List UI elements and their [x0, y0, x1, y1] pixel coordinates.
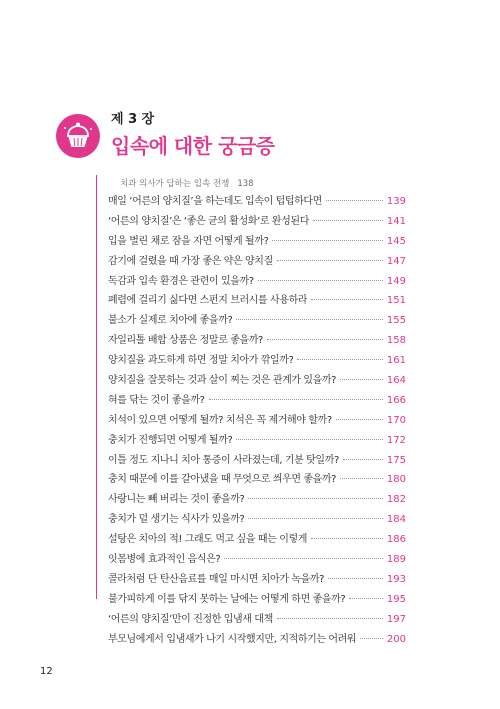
toc-entry-title: 잇몸병에 효과적인 음식은?	[108, 554, 221, 566]
toc-leader-dots	[349, 598, 383, 599]
toc-entry[interactable]	[108, 272, 406, 292]
toc-list	[108, 192, 406, 649]
toc-entry-page: 151	[386, 295, 406, 307]
toc-leader-dots	[236, 319, 383, 320]
page-number: 12	[40, 666, 53, 677]
toc-leader-dots	[340, 478, 383, 479]
toc-entry-page: 166	[386, 394, 406, 406]
toc-entry[interactable]	[108, 212, 406, 232]
toc-entry[interactable]	[108, 232, 406, 252]
toc-leader-dots	[277, 618, 383, 619]
toc-leader-dots	[248, 518, 383, 519]
toc-entry[interactable]	[108, 431, 406, 451]
toc-entry-title: 입을 벌린 채로 잠을 자면 어떻게 될까?	[108, 235, 269, 247]
toc-leader-dots	[272, 240, 382, 241]
toc-entry-page: 184	[386, 514, 406, 526]
toc-entry-page: 175	[386, 454, 406, 466]
toc-leader-dots	[311, 538, 383, 539]
toc-entry[interactable]	[108, 530, 406, 550]
toc-entry[interactable]	[108, 550, 406, 570]
toc-leader-dots	[258, 280, 383, 281]
toc-leader-dots	[297, 359, 382, 360]
toc-entry[interactable]	[108, 252, 406, 272]
toc-entry-title: 충치 때문에 이를 갈아냈을 때 무엇으로 씌우면 좋을까?	[108, 474, 337, 486]
toc-entry-page: 189	[386, 554, 406, 566]
toc-section-label: 치과 의사가 답하는 입속 전쟁	[120, 179, 230, 189]
toc-entry-page: 149	[386, 275, 406, 287]
toc-entry-title: 자일리톨 배합 상품은 정말로 좋을까?	[108, 335, 263, 347]
toc-entry[interactable]	[108, 411, 406, 431]
toc-entry-title: 치석이 있으면 어떻게 될까? 치석은 꼭 제거해야 할까?	[108, 414, 332, 426]
toc-entry[interactable]	[108, 610, 406, 630]
toc-entry[interactable]	[108, 470, 406, 490]
toc-leader-dots	[340, 379, 383, 380]
cupcake-icon	[56, 114, 100, 158]
toc-entry-title: ‘어른의 양치질’만이 진정한 입냄새 대책	[108, 613, 273, 625]
toc-entry[interactable]	[108, 311, 406, 331]
toc-entry-title: 충치가 덜 생기는 식사가 있을까?	[108, 514, 245, 526]
toc-entry[interactable]	[108, 510, 406, 530]
toc-entry-page: 172	[386, 434, 406, 446]
toc-entry-page: 193	[386, 573, 406, 585]
toc-entry-page: 170	[386, 414, 406, 426]
toc-leader-dots	[267, 339, 383, 340]
toc-entry-title: 독감과 입속 환경은 관련이 있을까?	[108, 275, 254, 287]
toc-entry-page: 158	[386, 335, 406, 347]
vertical-divider	[96, 175, 97, 599]
toc-entry-page: 145	[386, 235, 406, 247]
toc-entry-page: 155	[386, 315, 406, 327]
toc-entry[interactable]	[108, 391, 406, 411]
toc-entry-page: 164	[386, 375, 406, 387]
toc-entry-title: 충치가 진행되면 어떻게 될까?	[108, 434, 233, 446]
toc-entry[interactable]	[108, 351, 406, 371]
toc-entry-title: 양치질을 잘못하는 것과 살이 찌는 것은 관계가 있을까?	[108, 375, 337, 387]
table-of-contents	[108, 176, 406, 649]
toc-entry-title: 혀를 닦는 것이 좋을까?	[108, 394, 205, 406]
toc-entry[interactable]	[108, 570, 406, 590]
toc-entry-title: 설탕은 치아의 적! 그래도 먹고 싶을 때는 이렇게	[108, 534, 307, 546]
toc-entry-title: ‘어른의 양치질’은 ‘좋은 균의 활성화’로 완성된다	[108, 215, 309, 227]
toc-entry-title: 폐렴에 걸리기 싫다면 스펀지 브러시를 사용하라	[108, 295, 308, 307]
toc-entry[interactable]	[108, 451, 406, 471]
toc-leader-dots	[248, 498, 383, 499]
toc-entry-title: 콜라처럼 단 탄산음료를 매일 마시면 치아가 녹을까?	[108, 573, 325, 585]
toc-entry[interactable]	[108, 371, 406, 391]
toc-entry-page: 180	[386, 474, 406, 486]
toc-entry-page: 200	[386, 633, 406, 645]
toc-leader-dots	[326, 200, 383, 201]
toc-entry-page: 195	[386, 593, 406, 605]
toc-leader-dots	[236, 439, 383, 440]
chapter-number: 제 3 장	[111, 112, 155, 127]
toc-leader-dots	[360, 638, 383, 639]
toc-entry-page: 161	[386, 355, 406, 367]
toc-leader-dots	[328, 578, 383, 579]
toc-section-header	[108, 176, 406, 192]
toc-leader-dots	[313, 220, 383, 221]
toc-leader-dots	[209, 399, 383, 400]
toc-leader-dots	[224, 558, 383, 559]
toc-entry-page: 197	[386, 613, 406, 625]
toc-entry[interactable]	[108, 192, 406, 212]
toc-entry-title: 양치질을 과도하게 하면 정말 치아가 깎일까?	[108, 355, 294, 367]
toc-entry-title: 불가피하게 이를 닦지 못하는 날에는 어떻게 하면 좋을까?	[108, 593, 346, 605]
chapter-title: 입속에 대한 궁금증	[111, 134, 275, 158]
toc-leader-dots	[311, 299, 383, 300]
toc-entry[interactable]	[108, 590, 406, 610]
toc-entry-title: 이틀 정도 지나니 치아 통증이 사라졌는데, 기분 탓일까?	[108, 454, 339, 466]
toc-entry[interactable]	[108, 630, 406, 650]
toc-entry[interactable]	[108, 291, 406, 311]
toc-entry-page: 182	[386, 494, 406, 506]
toc-entry-title: 감기에 걸렸을 때 가장 좋은 약은 양치질	[108, 255, 273, 267]
toc-entry-page: 186	[386, 534, 406, 546]
toc-entry-title: 부모님에게서 입냄새가 나기 시작했지만, 지적하기는 어려워	[108, 633, 357, 645]
toc-entry-page: 147	[386, 255, 406, 267]
toc-leader-dots	[277, 260, 383, 261]
toc-entry-title: 불소가 실제로 치아에 좋을까?	[108, 315, 233, 327]
toc-leader-dots	[336, 419, 383, 420]
toc-section-page: 138	[237, 179, 254, 189]
toc-entry-title: 매일 ‘어른의 양치질’을 하는데도 입속이 텁텁하다면	[108, 196, 322, 207]
toc-entry-page: 139	[386, 196, 406, 207]
toc-entry-title: 사랑니는 빼 버리는 것이 좋을까?	[108, 494, 245, 506]
toc-entry-page: 141	[386, 215, 406, 227]
chapter-badge	[56, 114, 100, 158]
toc-entry[interactable]	[108, 331, 406, 351]
toc-entry[interactable]	[108, 490, 406, 510]
toc-leader-dots	[343, 459, 383, 460]
